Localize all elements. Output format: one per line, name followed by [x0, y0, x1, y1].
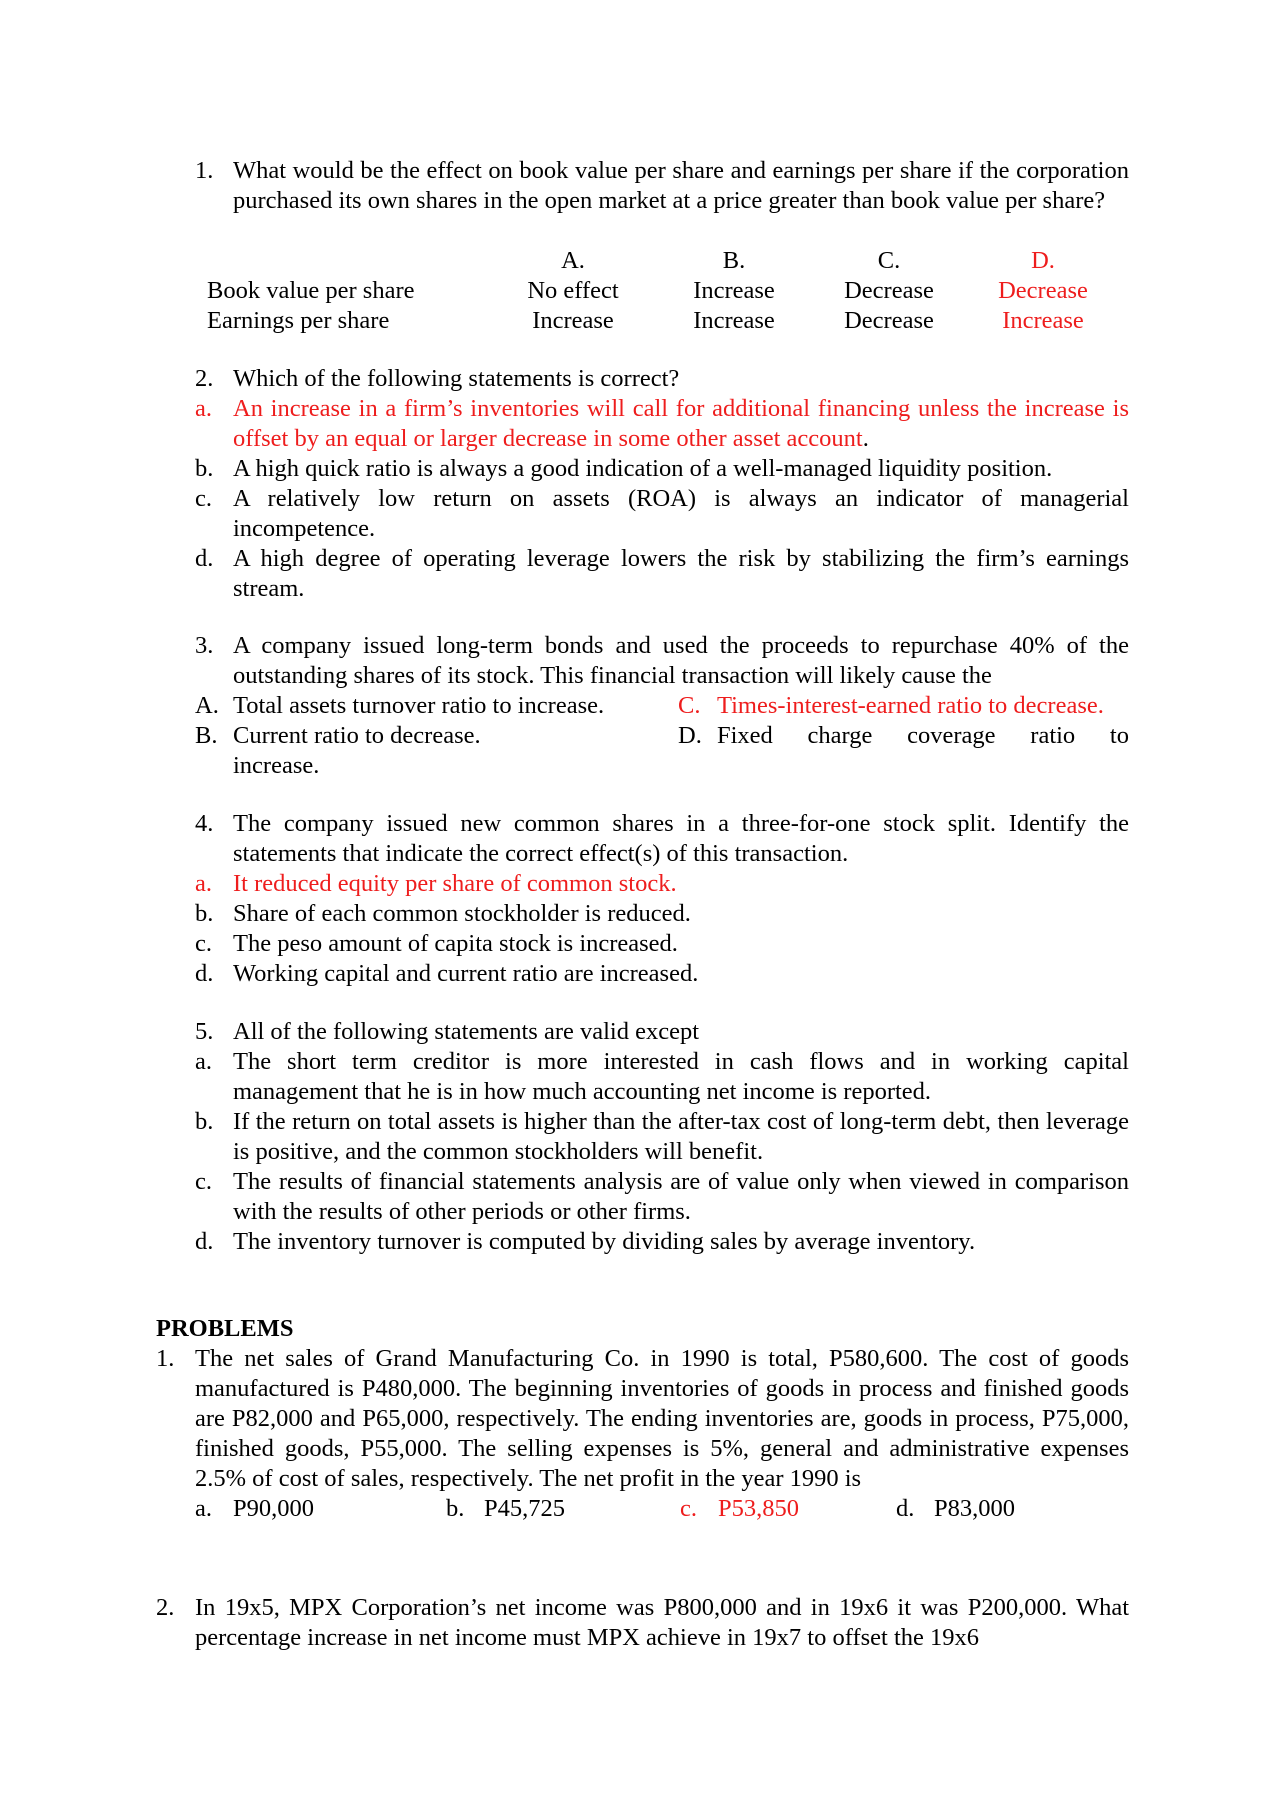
- option-b: [0, 454, 1280, 484]
- option-text: P45,725: [484, 1495, 566, 1522]
- question-number: 3.: [195, 632, 214, 659]
- option-text: The short term creditor is more interested in cash flows and in working capital management that he is in how much accounting net income is reported.: [233, 1048, 1129, 1105]
- option-d: [0, 1227, 1280, 1257]
- question-text: What would be the effect on book value per share and earnings per share if the corporation purchased its own shares in the open market at a price greater than book value per share?: [233, 157, 1129, 214]
- option-text: An increase in a firm’s inventories will call for additional financing unless the increase is offset by an equal or larger decrease in some other asset account: [233, 395, 1129, 452]
- option-letter: b.: [446, 1495, 465, 1522]
- question-number: 2.: [195, 365, 214, 392]
- option-a-answer: [0, 869, 1280, 899]
- option-text: The results of financial statements analysis are of value only when viewed in comparison with the results of other periods or other firms.: [233, 1168, 1129, 1225]
- question-3: [0, 631, 1280, 781]
- problem-text: The net sales of Grand Manufacturing Co. in 1990 is total, P580,600. The cost of goods manufactured is P480,000. The beginning inventories of goods in process and finished goods are P82,000 and P65,000, respectively. The ending inventories are, goods in process, P75,000, finished goods, P55,000. The selling expenses is 5%, general and administrative expenses 2.5% of cost of sales, respectively. The net profit in the year 1990 is: [195, 1345, 1129, 1492]
- table-cell-answer: Decrease: [998, 277, 1088, 304]
- option-text-continuation: increase.: [233, 752, 320, 779]
- question-text: All of the following statements are valid except: [233, 1018, 700, 1045]
- problem-text: In 19x5, MPX Corporation’s net income was P800,000 and in 19x6 it was P200,000. What percentage increase in net income must MPX achieve in 19x7 to offset the 19x6: [195, 1594, 1129, 1651]
- question-text: The company issued new common shares in a three-for-one stock split. Identify the statements that indicate the correct effect(s) of this transaction.: [233, 810, 1129, 867]
- option-text: P83,000: [934, 1495, 1016, 1522]
- option-text: Total assets turnover ratio to increase.: [233, 692, 605, 719]
- question-text: A company issued long-term bonds and used the proceeds to repurchase 40% of the outstanding shares of its stock. This financial transaction will likely cause the: [233, 632, 1129, 689]
- problem-2: [0, 1593, 1280, 1653]
- option-text: The peso amount of capita stock is increased.: [233, 930, 678, 957]
- table-cell: Decrease: [844, 307, 934, 334]
- question-2: [0, 364, 1280, 604]
- option-letter: B.: [195, 722, 218, 749]
- problem-number: 2.: [156, 1594, 175, 1621]
- option-text: A relatively low return on assets (ROA) is always an indicator of managerial incompetence.: [233, 485, 1129, 542]
- option-c: [0, 929, 1280, 959]
- option-d: [0, 544, 1280, 604]
- option-text: P90,000: [233, 1495, 315, 1522]
- question-number: 4.: [195, 810, 214, 837]
- table-row: [0, 276, 1280, 306]
- option-b: [0, 1107, 1280, 1167]
- option-letter: d.: [195, 545, 214, 572]
- option-letter: c.: [195, 930, 212, 957]
- option-a: [0, 1047, 1280, 1107]
- option-text: The inventory turnover is computed by dividing sales by average inventory.: [233, 1228, 976, 1255]
- option-letter: A.: [195, 692, 219, 719]
- option-text-answer: Times-interest-earned ratio to decrease.: [717, 692, 1104, 719]
- question-1-table: [0, 246, 1280, 336]
- question-text: Which of the following statements is correct?: [233, 365, 680, 392]
- question-4: [0, 809, 1280, 989]
- problem-number: 1.: [156, 1345, 175, 1372]
- option-text: A high degree of operating leverage lowers the risk by stabilizing the firm’s earnings stream.: [233, 545, 1129, 602]
- option-letter-answer: C.: [678, 692, 701, 719]
- option-text: Fixed charge coverage ratio to: [717, 722, 1129, 749]
- option-letter: D.: [678, 722, 702, 749]
- option-letter: a.: [195, 870, 212, 897]
- option-letter: c.: [195, 1168, 212, 1195]
- question-5: [0, 1017, 1280, 1257]
- option-text: Share of each common stockholder is reduced.: [233, 900, 691, 927]
- row-label: Earnings per share: [207, 307, 390, 334]
- col-header-c: C.: [877, 247, 901, 274]
- row-label: Book value per share: [207, 277, 415, 304]
- table-row: [0, 306, 1280, 336]
- option-text: A high quick ratio is always a good indication of a well-managed liquidity position.: [233, 455, 1053, 482]
- problem-1-options: [0, 1494, 1280, 1524]
- table-cell: Increase: [532, 307, 614, 334]
- option-b: [0, 899, 1280, 929]
- table-cell-answer: Increase: [1002, 307, 1084, 334]
- option-a-answer: [0, 394, 1280, 454]
- option-text: It reduced equity per share of common stock.: [233, 870, 677, 897]
- option-text: If the return on total assets is higher than the after-tax cost of long-term debt, then leverage is positive, and the common stockholders will benefit.: [233, 1108, 1129, 1165]
- option-d: [0, 959, 1280, 989]
- option-punctuation: .: [862, 425, 869, 452]
- option-text-answer: P53,850: [718, 1495, 800, 1522]
- option-letter: a.: [195, 1495, 212, 1522]
- option-letter: d.: [195, 1228, 214, 1255]
- options-row: [0, 721, 1280, 751]
- option-letter: c.: [195, 485, 212, 512]
- col-header-a: A.: [561, 247, 585, 274]
- table-cell: No effect: [527, 277, 619, 304]
- option-letter: a.: [195, 395, 212, 422]
- option-c: [0, 1167, 1280, 1227]
- option-text: Current ratio to decrease.: [233, 722, 481, 749]
- option-letter: b.: [195, 900, 214, 927]
- table-cell: Increase: [693, 307, 775, 334]
- table-cell: Increase: [693, 277, 775, 304]
- options-row: [0, 691, 1280, 721]
- option-letter: d.: [195, 960, 214, 987]
- problem-1: [0, 1344, 1280, 1494]
- problems-section: [0, 1314, 1280, 1524]
- option-letter: a.: [195, 1048, 212, 1075]
- question-1: [0, 156, 1280, 216]
- question-number: 1.: [195, 157, 214, 184]
- col-header-d: D.: [1031, 247, 1055, 274]
- option-letter-answer: c.: [680, 1495, 697, 1522]
- option-letter: b.: [195, 455, 214, 482]
- question-number: 5.: [195, 1018, 214, 1045]
- option-letter: d.: [896, 1495, 915, 1522]
- table-cell: Decrease: [844, 277, 934, 304]
- section-heading: PROBLEMS: [156, 1315, 294, 1342]
- option-c: [0, 484, 1280, 544]
- col-header-b: B.: [722, 247, 746, 274]
- option-text: Working capital and current ratio are increased.: [233, 960, 699, 987]
- option-letter: b.: [195, 1108, 214, 1135]
